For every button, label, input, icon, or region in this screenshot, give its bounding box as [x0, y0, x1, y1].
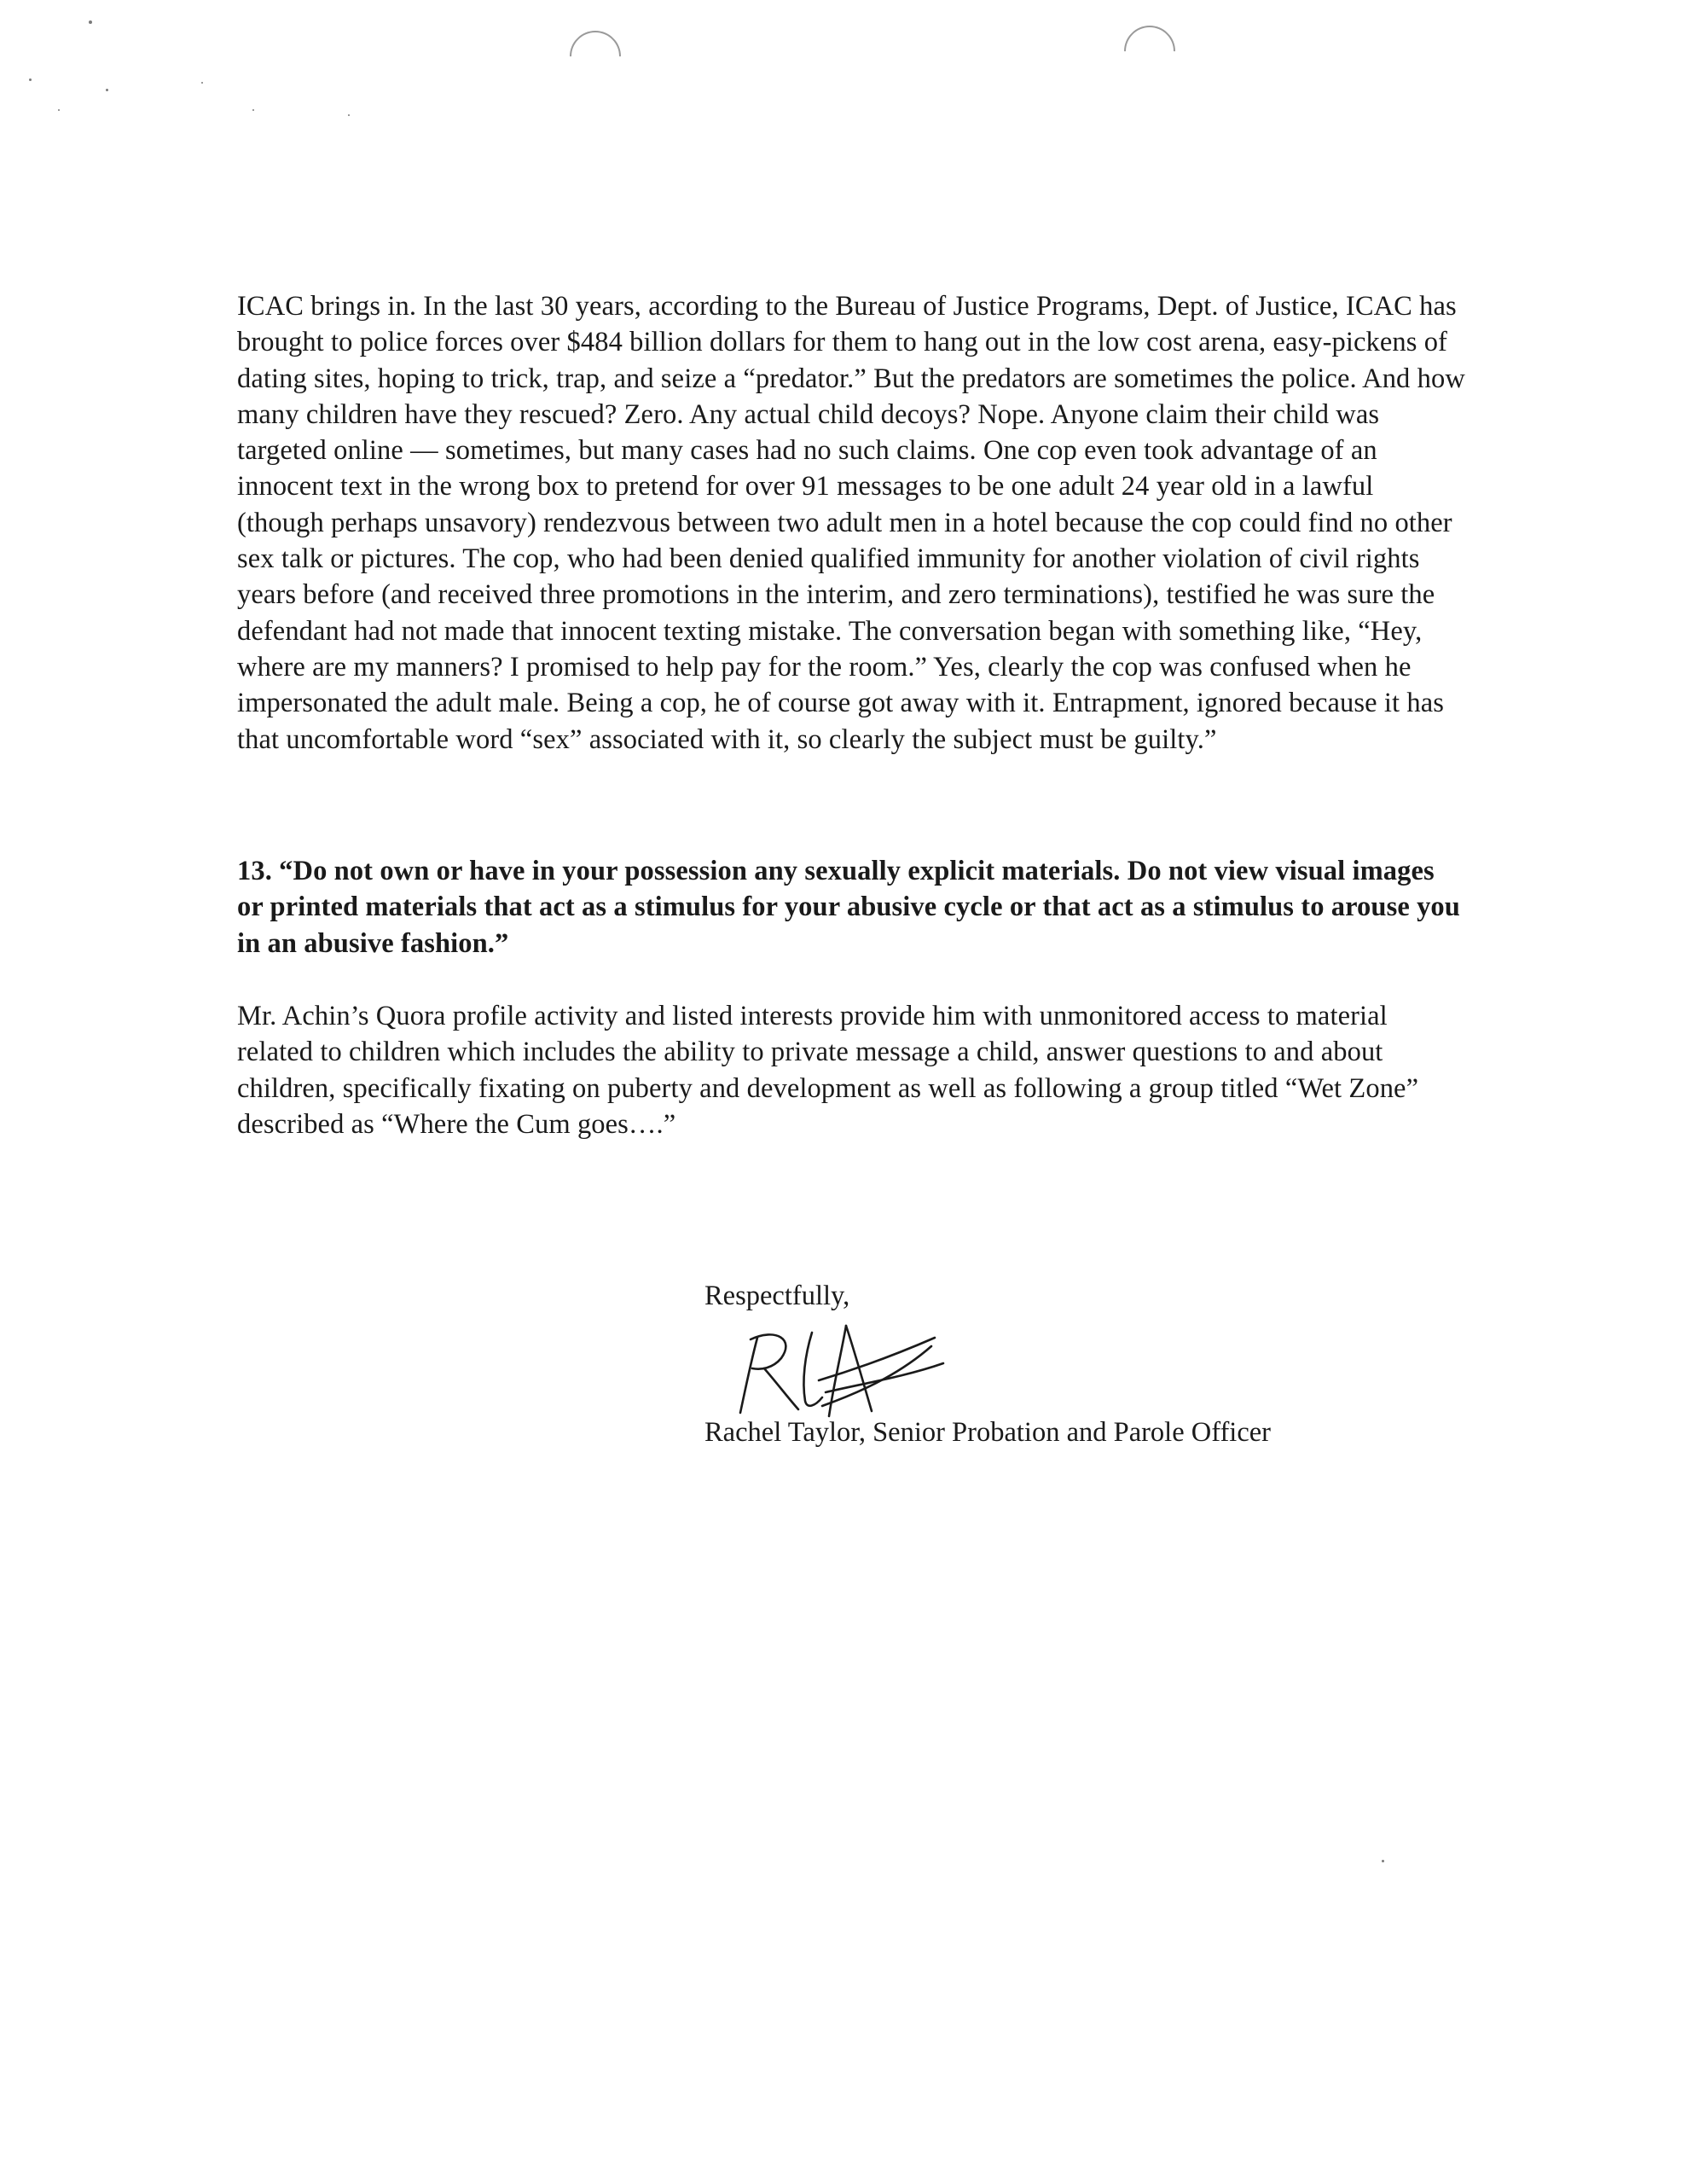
punch-hole-mark	[559, 20, 632, 93]
handwritten-signature	[733, 1321, 964, 1423]
scan-speck	[106, 89, 108, 91]
scan-speck	[1382, 1860, 1384, 1862]
scan-speck	[252, 109, 254, 111]
scan-speck	[348, 114, 350, 116]
scan-speck	[89, 20, 92, 24]
condition-13-heading: 13. “Do not own or have in your possession any sexually explicit materials. Do not view visual images or printed materials that act as a stimulus for your abusive cycle or that act as a stimulus to arouse you in an abusive fashion.”	[237, 856, 1460, 959]
scan-speck	[29, 78, 32, 81]
signer-name-title: Rachel Taylor, Senior Probation and Parole Officer	[704, 1417, 1271, 1448]
body-paragraph: ICAC brings in. In the last 30 years, according to the Bureau of Justice Programs, Dept. of Justice, ICAC has brought to police forces over $484 billion dollars for them to hang out in the low cost arena, easy-pickens of dating sites, hoping to trick, trap, and seize a “predator.” But the predators are sometimes the police. And how many children have they rescued? Zero. Any actual child decoys? Nope. Anyone claim their child was targeted online — sometimes, but many cases had no such claims. One cop even took advantage of an innocent text in the wrong box to pretend for over 91 messages to be one adult 24 year old in a lawful (though perhaps unsavory) rendezvous between two adult men in a hotel because the cop could find no other sex talk or pictures. The cop, who had been denied qualified immunity for another violation of civil rights years before (and received three promotions in the interim, and zero terminations), testified he was sure the defendant had not made that innocent texting mistake. The conversation began with something like, “Hey, where are my manners? I promised to help pay for the room.” Yes, clearly the cop was confused when he impersonated the adult male. Being a cop, he of course got away with it. Entrapment, ignored because it has that uncomfortable word “sex” associated with it, so clearly the subject must be guilty.”	[237, 291, 1465, 755]
scan-speck	[201, 82, 203, 84]
punch-hole-mark	[1114, 15, 1186, 88]
closing-salutation: Respectfully,	[704, 1281, 850, 1311]
body-paragraph: Mr. Achin’s Quora profile activity and listed interests provide him with unmonitored access to material related to children which includes the ability to private message a child, answer questions to and about children, specifically fixating on puberty and development as well as following a group titled “Wet Zone” described as “Where the Cum goes….”	[237, 1001, 1419, 1140]
scan-speck	[58, 109, 60, 111]
